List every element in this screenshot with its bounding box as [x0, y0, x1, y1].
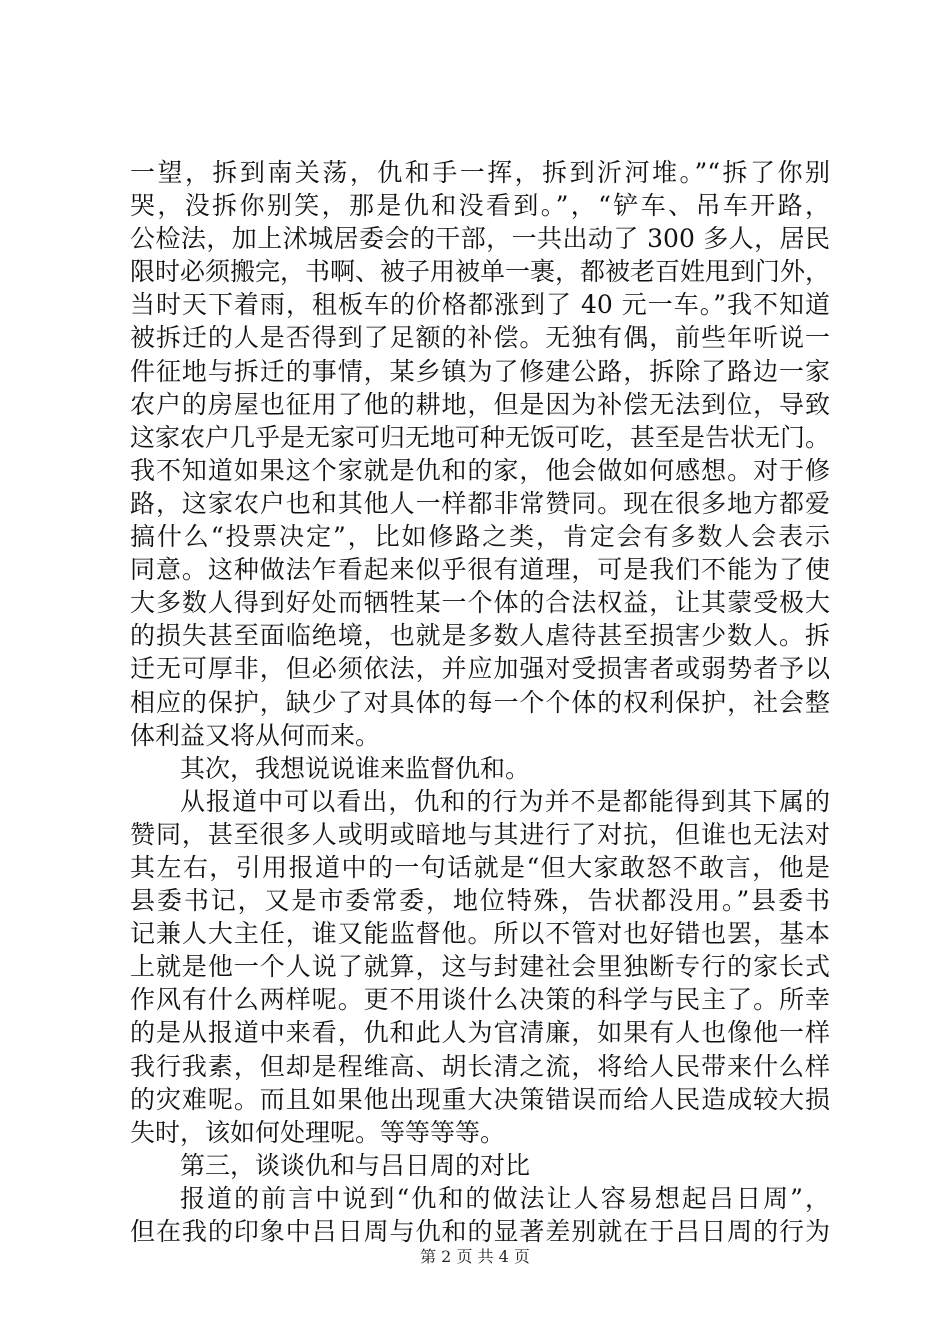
page-number-footer: 第 2 页 共 4 页	[420, 1247, 530, 1266]
text-line: 大多数人得到好处而牺牲某一个体的合法权益，让其蒙受极大	[130, 588, 830, 618]
text-line: 其左右，引用报道中的一句话就是“但大家敢怒不敢言，他是	[130, 852, 830, 882]
text-line: 上就是他一个人说了就算，这与封建社会里独断专行的家长式	[130, 952, 830, 982]
text-line: 同意。这种做法乍看起来似乎很有道理，可是我们不能为了使	[130, 555, 830, 585]
text-line: 迁无可厚非，但必须依法，并应加强对受损害者或弱势者予以	[130, 654, 830, 684]
text-line: 我行我素，但却是程维高、胡长清之流，将给人民带来什么样	[130, 1051, 830, 1081]
text-line: 搞什么“投票决定”，比如修路之类，肯定会有多数人会表示	[130, 522, 830, 552]
text-line: 路，这家农户也和其他人一样都非常赞同。现在很多地方都爱	[130, 488, 830, 518]
text-line: 限时必须搬完，书啊、被子用被单一裹，都被老百姓甩到门外，	[130, 257, 830, 287]
text-line: 这家农户几乎是无家可归无地可种无饭可吃，甚至是告状无门。	[130, 422, 830, 452]
text-line: 农户的房屋也征用了他的耕地，但是因为补偿无法到位，导致	[130, 389, 830, 419]
text-line: 第三，谈谈仇和与吕日周的对比	[180, 1150, 531, 1180]
text-line: 其次，我想说说谁来监督仇和。	[180, 753, 531, 783]
text-line: 我不知道如果这个家就是仇和的家，他会做如何感想。对于修	[130, 455, 830, 485]
text-line: 失时，该如何处理呢。等等等等。	[130, 1117, 506, 1147]
text-line: 公检法，加上沭城居委会的干部，一共出动了 300 多人，居民	[130, 224, 830, 254]
text-line: 哭，没拆你别笑，那是仇和没看到。”，“铲车、吊车开路，	[130, 191, 830, 221]
text-line: 的灾难呢。而且如果他出现重大决策错误而给人民造成较大损	[130, 1084, 830, 1114]
text-line: 体利益又将从何而来。	[130, 720, 381, 750]
text-line: 赞同，甚至很多人或明或暗地与其进行了对抗，但谁也无法对	[130, 819, 830, 849]
text-line: 作风有什么两样呢。更不用谈什么决策的科学与民主了。所幸	[130, 985, 830, 1015]
text-line: 件征地与拆迁的事情，某乡镇为了修建公路，拆除了路边一家	[130, 356, 830, 386]
text-line: 报道的前言中说到“仇和的做法让人容易想起吕日周”，	[180, 1183, 830, 1213]
text-line: 县委书记，又是市委常委，地位特殊，告状都没用。”县委书	[130, 886, 830, 916]
document-body	[130, 156, 830, 1248]
text-line: 记兼人大主任，谁又能监督他。所以不管对也好错也罢，基本	[130, 919, 830, 949]
text-line: 从报道中可以看出，仇和的行为并不是都能得到其下属的	[180, 786, 830, 816]
text-line: 但在我的印象中吕日周与仇和的显著差别就在于吕日周的行为	[130, 1217, 830, 1246]
text-line: 相应的保护，缺少了对具体的每一个个体的权利保护，社会整	[130, 687, 830, 717]
text-line: 的损失甚至面临绝境，也就是多数人虐待甚至损害少数人。拆	[130, 621, 830, 651]
text-line: 一望，拆到南关荡，仇和手一挥，拆到沂河堆。”“拆了你别	[130, 158, 830, 187]
text-line: 的是从报道中来看，仇和此人为官清廉，如果有人也像他一样	[130, 1018, 830, 1048]
text-line: 当时天下着雨，租板车的价格都涨到了 40 元一车。”我不知道	[130, 290, 830, 320]
text-line: 被拆迁的人是否得到了足额的补偿。无独有偶，前些年听说一	[130, 323, 830, 353]
